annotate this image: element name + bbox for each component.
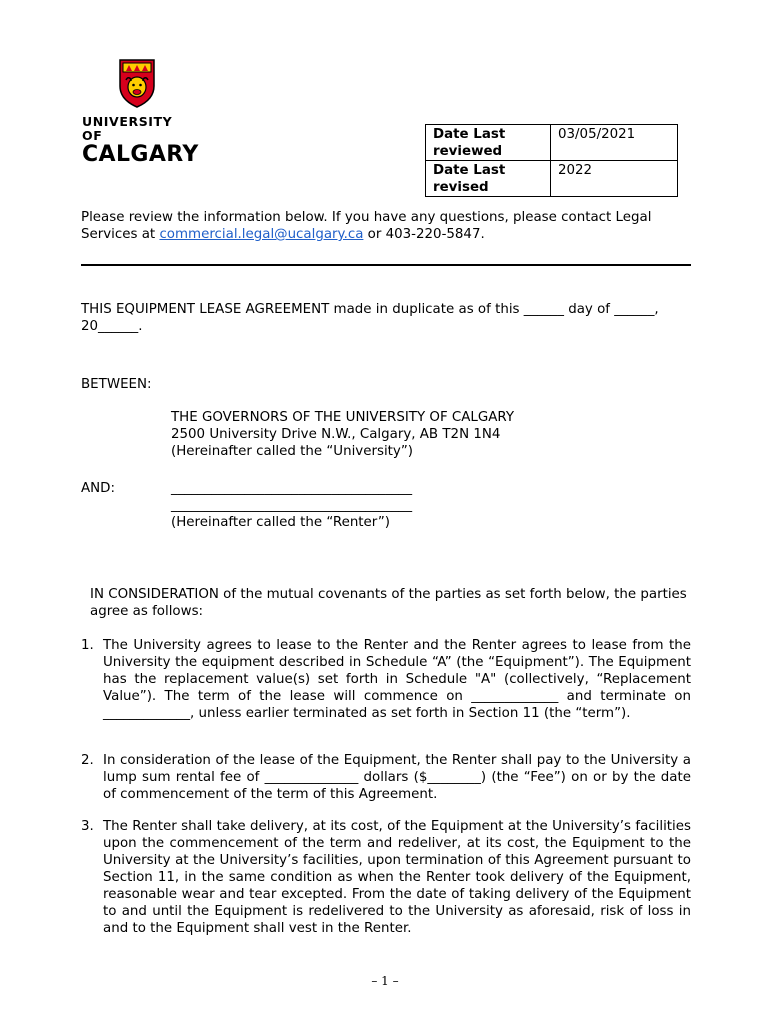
date-last-reviewed-value: 03/05/2021 <box>551 125 678 161</box>
intro-phone-text: or 403-220-5847. <box>363 227 485 242</box>
university-logo <box>82 58 199 167</box>
renter-name-blank: ____________________________________ <box>171 481 413 496</box>
table-row <box>426 161 678 197</box>
party-designation: (Hereinafter called the “Renter”) <box>171 515 391 530</box>
renter-address-blank: ____________________________________ <box>171 498 413 513</box>
logo-line-2: CALGARY <box>82 142 199 167</box>
clause-number: 3. <box>81 819 94 834</box>
party-university <box>171 409 514 460</box>
clause-text: In consideration of the lease of the Equipment, the Renter shall pay to the University a lump sum rental fee of ______________ dollars ($________) (the “Fee”) on or by the date of commencement of the term of this Agreement. <box>103 753 691 802</box>
and-label: AND: <box>81 481 115 496</box>
intro-text: Please review the information below. If you have any questions, please contact Legal Services at <box>81 210 652 242</box>
clause-number: 2. <box>81 753 94 768</box>
agreement-opening: THIS EQUIPMENT LEASE AGREEMENT made in duplicate as of this ______ day of ______, 20______. <box>81 302 659 334</box>
consideration-paragraph: IN CONSIDERATION of the mutual covenants of the parties as set forth below, the parties agree as follows: <box>90 587 687 619</box>
clause-text: The Renter shall take delivery, at its cost, of the Equipment at the University’s facilities upon the commencement of the term and redeliver, at its cost, the Equipment to the University at the University’s facilities, upon termination of this Agreement pursuant to Section 11, in the same condition as when the Renter took delivery of the Equipment, reasonable wear and tear excepted. From the date of taking delivery of the Equipment to and until the Equipment is redelivered to the University as aforesaid, risk of loss in and to the Equipment shall vest in the Renter. <box>103 819 691 936</box>
party-address: 2500 University Drive N.W., Calgary, AB T2N 1N4 <box>171 427 501 442</box>
logo-line-1: UNIVERSITY OF <box>82 114 173 143</box>
between-label: BETWEEN: <box>81 377 152 392</box>
table-row <box>426 125 678 161</box>
clause-2 <box>81 752 691 803</box>
horizontal-divider <box>81 264 691 266</box>
date-last-revised-value: 2022 <box>551 161 678 197</box>
party-designation: (Hereinafter called the “University”) <box>171 444 414 459</box>
review-dates-table <box>425 124 678 197</box>
party-renter <box>171 480 412 531</box>
date-last-reviewed-label: Date Last reviewed <box>426 125 551 161</box>
clause-text: The University agrees to lease to the Renter and the Renter agrees to lease from the University the equipment described in Schedule “A” (the “Equipment”). The Equipment has the replacement value(s) set forth in Schedule "A" (collectively, “Replacement Value”). The term of the lease will commence on _____________ and terminate on _____________, unless earlier terminated as set forth in Section 11 (the “term”). <box>103 638 691 721</box>
intro-paragraph <box>81 209 701 243</box>
page-number: – 1 – <box>371 974 399 988</box>
clause-1 <box>81 637 691 722</box>
crest-icon <box>118 58 156 108</box>
date-last-revised-label: Date Last revised <box>426 161 551 197</box>
clause-3 <box>81 818 691 937</box>
legal-email-link[interactable]: commercial.legal@ucalgary.ca <box>159 227 364 242</box>
party-name: THE GOVERNORS OF THE UNIVERSITY OF CALGARY <box>171 410 515 425</box>
clause-number: 1. <box>81 638 94 653</box>
